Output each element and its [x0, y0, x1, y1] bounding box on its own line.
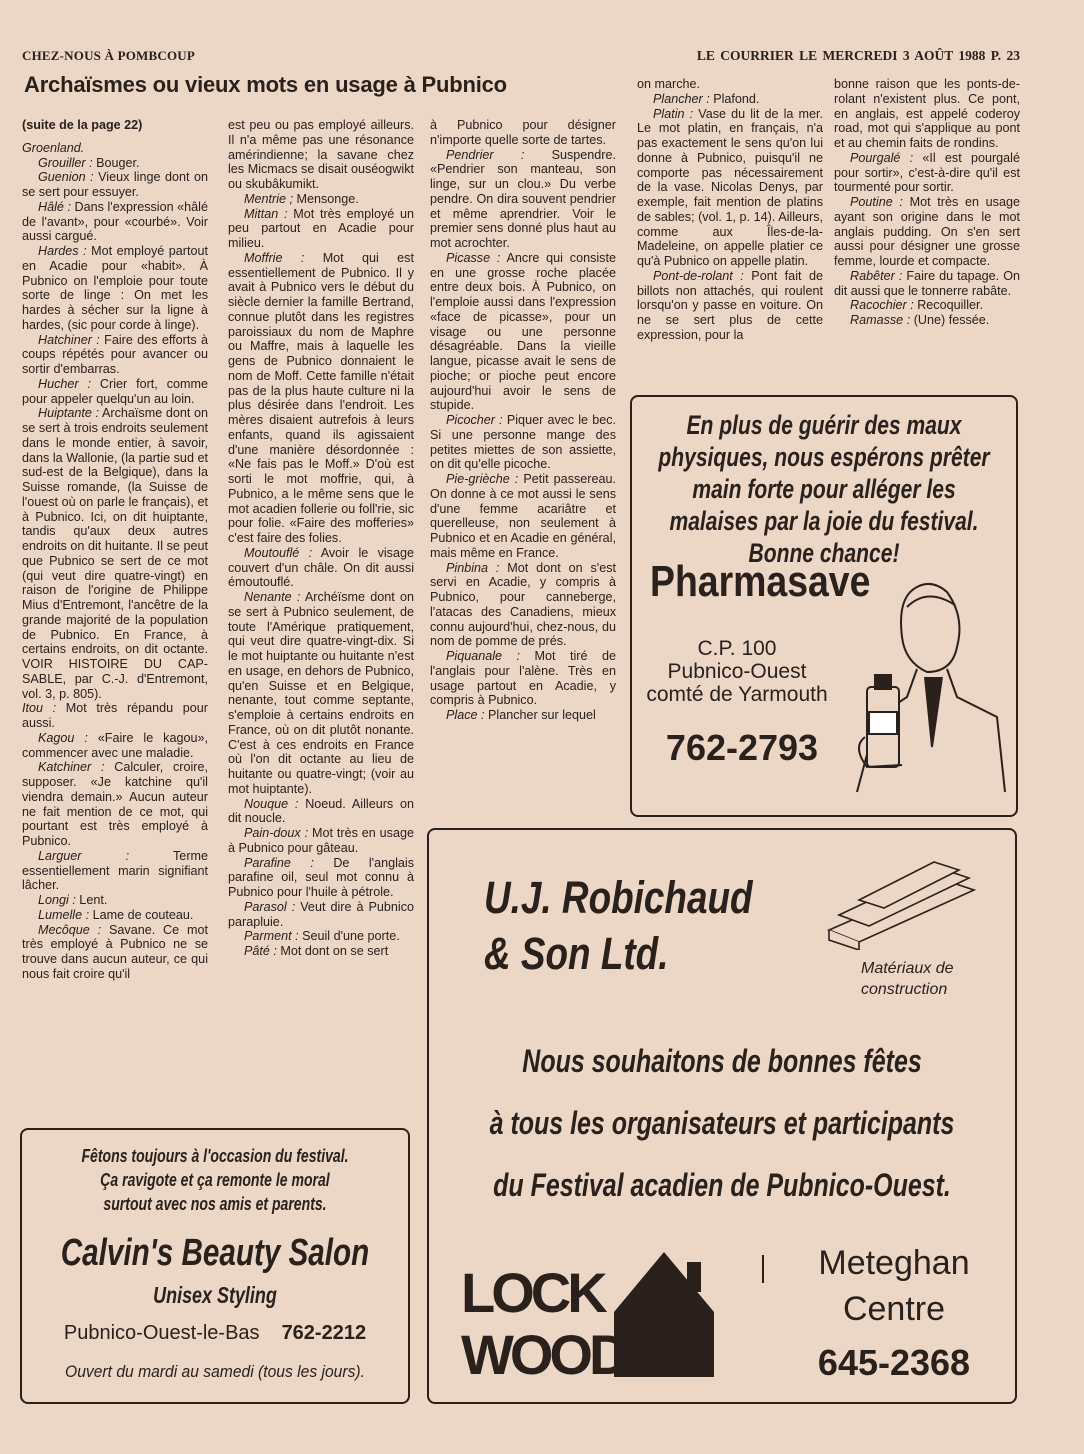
entry-term: Parment :	[244, 929, 299, 944]
entry-term: Hucher :	[38, 376, 92, 391]
entry-term: Pont-de-rolant :	[653, 268, 744, 283]
company-name-line: & Son Ltd.	[484, 928, 669, 979]
glossary-entry	[22, 923, 208, 982]
entry-definition: Faire du tapage. On dit aussi que le tonnerre rabâte.	[834, 268, 1020, 298]
ad-company-name	[484, 870, 753, 982]
glossary-entry	[637, 92, 823, 107]
section-header: CHEZ-NOUS À POMBCOUP	[22, 48, 195, 63]
entry-term: Nouque :	[244, 796, 299, 811]
glossary-entry	[22, 849, 208, 893]
lockwood-logo	[459, 1242, 729, 1382]
subtitle-line: construction	[861, 981, 948, 998]
entry-term: Pain-doux :	[244, 826, 309, 840]
glossary-entry	[22, 200, 208, 244]
glossary-entry	[22, 908, 208, 923]
glossary-entry	[430, 148, 616, 251]
entry-definition: Recoquiller.	[913, 298, 984, 313]
glossary-entry	[22, 244, 208, 333]
entry-term: Picocher :	[446, 413, 503, 427]
salon-phone: 762-2212	[281, 1322, 367, 1344]
ad-brand: Pharmasave	[650, 557, 871, 606]
ad-address	[642, 637, 832, 706]
entry-term: Piquanale :	[446, 649, 521, 663]
entry-definition: Ancre qui consiste en une grosse roche placée entre deux bois. À Pubnico, on l'emploie aussi dans l'expression «face de picasse», pour un visage ou une personne désagréable. Dans la vieille langue, picasse avait le sens de pioche; or pioche peut encore aujourd'hui avoir le sens de stupide.	[430, 250, 616, 413]
article-column-5	[834, 77, 1020, 328]
glossary-entry	[834, 195, 1020, 269]
entry-term: Parasol :	[244, 899, 296, 914]
entry-definition: Plancher sur lequel	[484, 708, 596, 722]
glossary-entry	[228, 797, 414, 827]
article-title: Archaïsmes ou vieux mots en usage à Pubnico	[24, 72, 507, 97]
entry-definition: Veut dire à Pubnico parapluie.	[228, 899, 414, 929]
entry-definition: Mot très en usage ayant son origine dans le mot anglais pudding. On s'en sert aussi pour désigner une grosse femme, lourde et compacte.	[834, 195, 1020, 268]
article-column-4	[637, 77, 823, 343]
entry-term: Mecôque :	[38, 922, 102, 937]
company-name-line: U.J. Robichaud	[484, 872, 753, 923]
glossary-entry	[430, 708, 616, 723]
entry-definition: Avoir le visage couvert d'un châle. On dit aussi émoutouflé.	[228, 545, 414, 590]
entry-definition: «Faire le kagou», commencer avec une maladie.	[22, 730, 208, 760]
entry-term: Nenante :	[244, 590, 301, 604]
entry-term: Guenion :	[38, 170, 94, 185]
entry-definition: est peu ou pas employé ailleurs. Il n'a même pas une résonance amérindienne; la savane chez les Micmacs se disait ouséogwikt ou skubâkumikt.	[228, 118, 414, 191]
entry-term: Picasse :	[446, 250, 501, 265]
entry-definition: Pont fait de billots non attachés, qui roulent lorsqu'on y passe en voiture. On ne se sert plus de cette expression, pour la	[637, 268, 823, 342]
entry-definition: Mot dont on se sert	[276, 944, 389, 958]
glossary-entry	[430, 413, 616, 472]
entry-term: Pie-grièche :	[446, 472, 519, 486]
glossary-entry	[430, 118, 616, 148]
entry-definition: Piquer avec le bec. Si une personne mange des petites miettes de son assiette, on dit qu'elle picoche.	[430, 413, 617, 472]
glossary-entry	[22, 760, 208, 849]
entry-definition: (Une) fessée.	[910, 313, 990, 327]
address-line: comté de Yarmouth	[646, 683, 828, 706]
entry-term: Parafine :	[244, 855, 314, 870]
message-line: Fêtons toujours à l'occasion du festival.	[81, 1146, 349, 1166]
glossary-entry	[228, 900, 414, 930]
entry-term: Kagou :	[38, 730, 88, 745]
entry-definition: Archaïsme dont on se sert à trois endroits seulement dans le monde entier, à savoir, dans la Wallonie, (la partie sud et sud-est de la Belgique), dans la Suisse romande, (la Suisse de l'ouest où on parle le français), et à Pubnico. Ici, on dit huiptante, tandis qu'aux deux autres endroits on dit huitante. Il se peut que Pubnico se sert de ce mot (qui veut dire quatre-vingt) en raison de l'origine de Philippe Mius d'Entremont, l'ancêtre de la grande majorité de la population de Pubnico. En France, à certains endroits, on dit octante. VOIR HISTOIRE DU CAP-SABLE, par C.-J. d'Entremont, vol. 3, p. 805).	[22, 406, 208, 701]
entry-definition: Lent.	[75, 893, 108, 907]
glossary-entry	[228, 192, 414, 207]
glossary-entry	[430, 561, 616, 650]
glossary-entry	[430, 472, 616, 561]
glossary-entry	[834, 298, 1020, 313]
glossary-entry	[22, 701, 208, 731]
entry-definition: Mensonge.	[293, 191, 359, 206]
calvins-beauty-salon-ad	[20, 1128, 410, 1404]
glossary-entry	[228, 929, 414, 944]
ad-message	[389, 1030, 1055, 1216]
glossary-entry	[228, 856, 414, 900]
entry-term: Pourgalé :	[850, 150, 914, 165]
entry-definition: Lame de couteau.	[89, 907, 194, 922]
entry-term: Moutouflé :	[244, 545, 313, 560]
entry-definition: «Il est pourgalé pour sortir», c'est-à-dire qu'il est tourmenté pour sortir.	[834, 150, 1020, 195]
message-line: Nous souhaitons de bonnes fêtes	[522, 1043, 922, 1079]
entry-term: Groenland.	[22, 140, 85, 155]
message-line: du Festival acadien de Pubnico-Ouest.	[493, 1167, 951, 1203]
ad-message: En plus de guérir des maux physiques, nous espérons prêter main forte pour alléger les malaises par la joie du festival. Bonne chance!	[658, 410, 990, 568]
lumber-stack-icon	[824, 860, 984, 950]
salon-hours: Ouvert du mardi au samedi (tous les jours).	[65, 1362, 365, 1381]
glossary-entry	[228, 118, 414, 192]
pharmasave-ad	[630, 395, 1018, 817]
entry-definition: Mot employé partout en Acadie pour «habit». À Pubnico on l'emploie pour toute sorte de linge : On met les hardes à sécher sur la ligne à hardes, (sic pour corde à linge).	[22, 244, 208, 332]
entry-term: Grouiller :	[38, 155, 93, 170]
entry-term: Larguer :	[38, 848, 130, 863]
entry-definition: Petit passereau. On donne à ce mot aussi le sens d'une femme acariâtre et querelleuse, non seulement à Pubnico et en Acadie en général, mais même en France.	[430, 472, 616, 560]
glossary-entry	[22, 406, 208, 701]
entry-term: Racochier :	[850, 298, 914, 313]
glossary-entry	[22, 141, 208, 156]
salon-contact	[22, 1322, 408, 1345]
paper-date-page: LE COURRIER LE MERCREDI 3 AOÛT 1988 P. 23	[696, 48, 1020, 63]
entry-definition: Suspendre. «Pendrier son manteau, son linge, sur un clou.» Du verbe pendre. On dira souvent pendrier et même aprendrier. Voir le premier sens donné plus haut au mot acrochter.	[430, 147, 616, 250]
entry-term: Ramasse :	[850, 313, 911, 327]
entry-definition: à Pubnico pour désigner n'importe quelle sorte de tartes.	[430, 118, 616, 147]
entry-term: Poutine :	[850, 195, 903, 209]
salon-location: Pubnico-Ouest-le-Bas	[63, 1322, 260, 1344]
message-line: à tous les organisateurs et participants	[489, 1105, 955, 1141]
entry-term: Platin :	[653, 106, 694, 121]
entry-definition: Bouger.	[92, 155, 140, 170]
glossary-entry	[228, 546, 414, 590]
glossary-entry	[228, 826, 414, 856]
entry-definition: Savane. Ce mot très employé à Pubnico ne se trouve dans aucun auteur, ce qui nous fait croire qu'il	[22, 922, 208, 981]
glossary-entry	[430, 251, 616, 413]
entry-term: Place :	[446, 708, 485, 722]
message-line: surtout avec nos amis et parents.	[103, 1194, 327, 1214]
entry-definition: Noeud. Ailleurs on dit noucle.	[228, 796, 414, 826]
entry-definition: De l'anglais parafine oil, seul mot connu à Pubnico pour l'huile à pétrole.	[228, 855, 414, 899]
entry-term: Itou :	[22, 701, 57, 716]
message-line: Ça ravigote et ça remonte le moral	[100, 1170, 330, 1190]
entry-definition: Calculer, croire, supposer. «Je katchine qu'il viendra demain.» Aucun auteur ne fait mention de ce mot, qui pourtant est très employé à Pubnico.	[22, 760, 208, 848]
address-line: C.P. 100	[697, 637, 777, 660]
ad-phone: 645-2368	[817, 1342, 971, 1383]
entry-term: Mittan :	[244, 206, 288, 221]
entry-definition: bonne raison que les ponts-de-rolant n'existent plus. Ce pont, en anglais, est appelé coderoy road, mot qui s'applique au pont et au chemin faits de rondins.	[834, 77, 1020, 150]
entry-term: Hardes :	[38, 244, 87, 258]
entry-definition: Mot tiré de l'anglais pour l'alène. Très en usage partout en Acadie, y compris à Pubnico.	[430, 649, 616, 708]
glossary-entry	[228, 251, 414, 546]
glossary-entry	[637, 269, 823, 343]
entry-definition: Plafond.	[709, 91, 760, 106]
ad-store-location	[779, 1240, 1009, 1332]
glossary-entry	[22, 893, 208, 908]
glossary-entry	[834, 151, 1020, 195]
entry-definition: Crier fort, comme pour appeler quelqu'un au loin.	[22, 376, 208, 406]
entry-term: Pâté :	[244, 944, 277, 958]
ad-subtitle	[861, 958, 954, 1000]
glossary-entry	[22, 170, 208, 200]
entry-definition: Mot très répandu pour aussi.	[22, 701, 208, 730]
store-line: Meteghan	[818, 1244, 970, 1282]
salon-tagline: Unisex Styling	[153, 1282, 277, 1308]
robichaud-ad	[427, 828, 1017, 1404]
salon-name: Calvin's Beauty Salon	[60, 1232, 370, 1274]
entry-definition: on marche.	[637, 77, 700, 91]
glossary-entry	[637, 107, 823, 269]
entry-definition: Mot très employé un peu partout en Acadie pour milieu.	[228, 206, 414, 250]
entry-definition: Faire des efforts à coups répétés pour avancer ou sortir d'embarras.	[22, 332, 208, 376]
entry-term: Katchiner :	[38, 760, 105, 775]
entry-term: Rabêter :	[850, 268, 903, 283]
entry-term: Lumelle :	[38, 907, 90, 922]
entry-definition: Mot dont on s'est servi en Acadie, y compris à Pubnico, pour canneberge, l'atacas des Canadiens, mieux connu aujourd'hui, chez-nous, du nom de pomme de prés.	[430, 560, 616, 649]
entry-definition: Terme essentiellement marin signifiant lâcher.	[22, 848, 209, 893]
glossary-entry	[22, 156, 208, 171]
glossary-entry	[228, 590, 414, 797]
glossary-entry	[430, 649, 616, 708]
article-column-1	[22, 118, 208, 982]
logo-text-lock: LOCK	[461, 1261, 604, 1324]
entry-term: Huiptante :	[38, 406, 100, 421]
entry-term: Pinbina :	[446, 560, 500, 575]
pharmacist-illustration-icon	[847, 577, 1007, 797]
entry-definition: Mot qui est essentiellement de Pubnico. Il y avait à Pubnico vers le début du siècle dernier la famille Bertrand, connue plutôt dans les registres paroissiaux du nom de Maphre ou Maffre, mais à laquelle les gens de Pubnico donnaient le nom de Moff. Cette famille n'était pas de la plus haute culture ni la plus désirée dans l'endroit. Les mères disaient autrefois à leurs enfants, quand ils agissaient d'une manière désordonnée : «Ne fais pas le Moff.» D'où est sorti le mot moffrie, qui, à Pubnico, a le même sens que le mot acadien follerie ou foll'rie, sic pour folie. «Faire des mofferies» c'est faire des folies.	[228, 250, 414, 545]
entry-definition: Dans l'expression «hâlé de l'avant», pour «courbé». Voir aussi cargué.	[22, 199, 208, 244]
glossary-entry	[22, 731, 208, 761]
logo-text-wood: WOOD	[461, 1323, 626, 1382]
entry-definition: Seuil d'une porte.	[298, 929, 400, 944]
ad-phone: 762-2793	[665, 727, 819, 768]
entry-definition: Archéïsme dont on se sert à Pubnico seulement, de toute l'Amérique pratiquement, qui veut dire quatre-vingt-dix. Si le mot huiptante ou huitante n'est en usage, en dehors de Pubnico, qu'en Suisse et en Belgique, nenante, tout comme septante, s'emploie à certains endroits en France, où on dit plutôt nonante. C'est à ces endroits en France où l'on dit octante au lieu de huitante ou quatre-vingt; (voir au mot huiptante).	[228, 590, 414, 796]
address-line: Pubnico-Ouest	[667, 660, 807, 683]
ad-message	[2, 1144, 428, 1216]
divider	[762, 1255, 764, 1283]
entry-term: Moffrie :	[244, 250, 305, 265]
glossary-entry	[22, 377, 208, 407]
article-column-2	[228, 118, 414, 959]
continuation-note: (suite de la page 22)	[22, 118, 143, 132]
entry-term: Longi :	[38, 893, 76, 907]
entry-term: Mentrie ;	[244, 191, 293, 206]
glossary-entry	[228, 944, 414, 959]
glossary-entry	[834, 313, 1020, 328]
glossary-entry	[22, 333, 208, 377]
entry-term: Pendrier :	[446, 147, 525, 162]
glossary-entry	[834, 269, 1020, 299]
entry-definition: Vase du lit de la mer. Le mot platin, en français, n'a pas exactement le sens qu'on lui donne à Pubnico, puisqu'il ne comporte pas nécessairement de la vase. Nicolas Denys, par exemple, fait mention de platins de sables; (vol. 1, p. 14). Ailleurs, comme aux Îles-de-la-Madeleine, on appelle platier ce qu'à Pubnico on appelle platin.	[637, 106, 823, 268]
article-column-3	[430, 118, 616, 723]
glossary-entry	[228, 207, 414, 251]
entry-term: Hatchiner :	[38, 332, 100, 347]
glossary-entry	[637, 77, 823, 92]
entry-term: Plancher :	[653, 91, 710, 106]
glossary-entry	[834, 77, 1020, 151]
store-line: Centre	[842, 1290, 946, 1328]
subtitle-line: Matériaux de	[861, 960, 954, 977]
entry-definition: Mot très en usage à Pubnico pour gâteau.	[228, 826, 414, 855]
entry-term: Hâlé :	[38, 199, 71, 214]
entry-definition: Vieux linge dont on se sert pour essuyer.	[22, 170, 208, 199]
